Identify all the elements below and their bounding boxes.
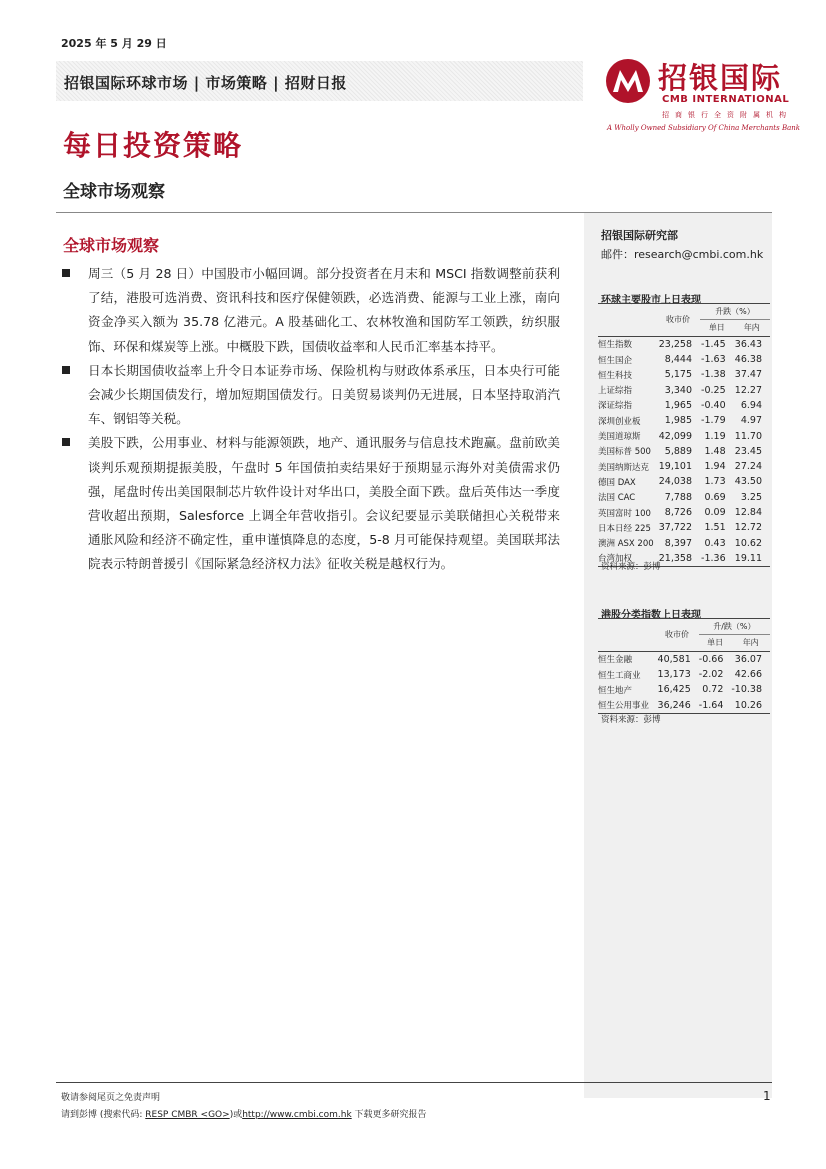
row-price: 7,788 — [664, 491, 692, 503]
row-day-change: -0.66 — [698, 653, 724, 665]
bullet-item: 周三（5 月 28 日）中国股市小幅回调。部分投资者在月末和 MSCI 指数调整前获利了结，港股可选消费、资讯科技和医疗保健领跌，必选消费、能源与工业上涨，南向资金净买入额为 35.78 亿港元。A 股基础化工、农林牧渔和国防军工领跌，纺织服饰、环保和煤炭等上涨。中概股下跌，国债收益率和人民币汇率基本持平。 — [60, 262, 560, 359]
logo-chinese-name: 招银国际 — [658, 61, 783, 95]
row-name: 美国道琼斯 — [598, 432, 641, 443]
row-name: 美国纳斯达克 — [598, 462, 650, 473]
report-title: 每日投资策略 — [63, 129, 244, 162]
row-name: 法国 CAC — [598, 493, 636, 504]
row-price: 37,722 — [658, 522, 692, 534]
row-ytd-change: 36.43 — [734, 338, 762, 350]
row-ytd-change: 11.70 — [734, 430, 762, 442]
row-price: 13,173 — [657, 669, 691, 681]
research-email[interactable]: 邮件：research@cmbi.com.hk — [601, 248, 764, 261]
col-header-ytd: 年内 — [742, 638, 759, 648]
row-day-change: -1.64 — [698, 699, 724, 711]
row-ytd-change: 23.45 — [734, 445, 762, 457]
row-ytd-change: 3.25 — [740, 491, 762, 503]
row-day-change: 1.19 — [704, 430, 726, 442]
bullet-item: 美股下跌，公用事业、材料与能源领跌，地产、通讯服务与信息技术跑赢。盘前欧美谈判乐观预期提振美股，午盘时 5 年国债拍卖结果好于预期显示海外对美债需求仍强，尾盘时传出美国限制芯片软件设计对华出口，美股全面下跌。盘后英伟达一季度营收超出预期，Salesforce 上调全年营收指引。会议纪要显示美联储担心关税带来通胀风险和经济不确定性，重申谨慎降息的态度，5-8 月可能保持观望。美国联邦法院表示特朗普援引《国际紧急经济权力法》征收关税是越权行为。 — [60, 431, 560, 576]
row-name: 深圳创业板 — [598, 416, 641, 427]
global-markets-table-title: 环球主要股市上日表现 — [601, 295, 701, 306]
table-row — [598, 444, 770, 459]
row-price: 3,340 — [664, 384, 692, 396]
row-ytd-change: 46.38 — [734, 354, 762, 366]
row-day-change: -2.02 — [698, 669, 724, 681]
row-ytd-change: 10.26 — [734, 699, 762, 711]
col-header-change: 升跌（%） — [700, 304, 770, 320]
row-price: 1,985 — [664, 415, 692, 427]
footer-disclaimer: 敬请参阅尾页之免责声明 — [61, 1093, 161, 1103]
col-header-ytd: 年内 — [743, 323, 760, 333]
row-day-change: 0.69 — [704, 491, 726, 503]
row-day-change: 1.73 — [704, 476, 726, 488]
logo-subtitle-en: A Wholly Owned Subsidiary Of China Merchants Bank — [607, 124, 801, 132]
row-day-change: 0.43 — [704, 537, 726, 549]
row-ytd-change: 37.47 — [734, 369, 762, 381]
table-row — [598, 428, 770, 443]
row-price: 5,889 — [664, 445, 692, 457]
hk-sector-table-title: 港股分类指数上日表现 — [601, 610, 701, 621]
row-day-change: 1.94 — [704, 461, 726, 473]
table-row — [598, 336, 770, 352]
row-name: 上证综指 — [598, 386, 633, 397]
row-ytd-change: 6.94 — [740, 399, 762, 411]
col-header-price: 收市价 — [666, 315, 690, 325]
global-markets-table-body — [598, 336, 770, 566]
row-name: 恒生国企 — [598, 355, 633, 366]
row-day-change: 1.48 — [704, 445, 726, 457]
row-day-change: -1.36 — [701, 552, 726, 564]
table-row — [598, 382, 770, 397]
row-price: 16,425 — [657, 684, 691, 696]
row-ytd-change: 43.50 — [734, 476, 762, 488]
table-row — [598, 520, 770, 535]
row-price: 19,101 — [658, 461, 692, 473]
row-day-change: -0.25 — [701, 384, 726, 396]
row-price: 8,444 — [664, 354, 692, 366]
table-row — [598, 398, 770, 413]
table-row — [598, 490, 770, 505]
table-row — [598, 367, 770, 382]
row-name: 恒生科技 — [598, 370, 633, 381]
row-day-change: -1.38 — [701, 369, 726, 381]
row-price: 23,258 — [658, 338, 692, 350]
row-ytd-change: 42.66 — [734, 669, 762, 681]
row-day-change: -1.79 — [701, 415, 726, 427]
table-row — [598, 651, 770, 667]
row-day-change: 0.72 — [702, 684, 724, 696]
row-name: 日本日经 225 — [598, 523, 651, 534]
row-price: 42,099 — [658, 430, 692, 442]
bullet-list — [60, 262, 560, 577]
row-name: 英国富时 100 — [598, 508, 651, 519]
row-price: 8,397 — [664, 537, 692, 549]
row-name: 恒生地产 — [598, 685, 633, 696]
table-source: 资料来源：彭博 — [601, 715, 661, 725]
row-name: 深证综指 — [598, 401, 633, 412]
row-price: 8,726 — [664, 507, 692, 518]
row-name: 恒生工商业 — [598, 670, 641, 681]
logo-subtitle-cn: 招商银行全资附属机构 — [662, 111, 792, 119]
cmbi-logo-icon — [605, 58, 651, 104]
row-price: 21,358 — [658, 552, 692, 564]
col-header-day: 单日 — [708, 323, 725, 333]
row-name: 美国标普 500 — [598, 447, 651, 458]
research-dept-heading: 招银国际研究部 — [601, 229, 678, 242]
footer-prefix: 请到彭博 (搜索代码: — [61, 1110, 146, 1120]
row-ytd-change: 36.07 — [734, 653, 762, 665]
row-name: 恒生指数 — [598, 340, 633, 351]
row-ytd-change: 4.97 — [740, 415, 762, 427]
row-ytd-change: 27.24 — [734, 461, 762, 473]
table-row — [598, 352, 770, 367]
report-date: 2025 年 5 月 29 日 — [61, 37, 167, 50]
table-row — [598, 474, 770, 489]
footer-suffix: 下载更多研究报告 — [351, 1110, 427, 1120]
table-row — [598, 459, 770, 474]
bullet-item: 日本长期国债收益率上升令日本证券市场、保险机构与财政体系承压，日本央行可能会减少长期国债发行，增加短期国债发行。日美贸易谈判仍无进展，日本坚持取消汽车、钢铝等关税。 — [60, 359, 560, 432]
global-markets-table — [598, 304, 770, 567]
row-day-change: -1.63 — [701, 354, 726, 366]
row-ytd-change: 10.62 — [734, 537, 762, 549]
bloomberg-code-link[interactable]: RESP CMBR <GO> — [145, 1110, 230, 1120]
logo-english-name: CMB INTERNATIONAL — [662, 94, 790, 105]
col-header-day: 单日 — [707, 638, 724, 648]
row-name: 恒生金融 — [598, 655, 633, 666]
row-ytd-change: 12.84 — [734, 507, 762, 518]
section-heading: 全球市场观察 — [63, 236, 160, 255]
col-header-price: 收市价 — [664, 630, 689, 640]
table-row — [598, 535, 770, 550]
row-name: 台湾加权 — [598, 554, 633, 565]
footer-mid: )或 — [229, 1110, 243, 1120]
table-row — [598, 667, 770, 682]
row-price: 36,246 — [657, 699, 691, 711]
row-name: 恒生公用事业 — [598, 701, 650, 712]
row-day-change: -1.45 — [701, 338, 726, 350]
row-ytd-change: 12.72 — [734, 522, 762, 534]
hk-sector-table — [598, 619, 770, 714]
table-row — [598, 413, 770, 428]
footer-download-note — [61, 1107, 427, 1120]
row-day-change: -0.40 — [701, 399, 726, 411]
row-day-change: 0.09 — [704, 507, 726, 518]
row-ytd-change: 19.11 — [734, 552, 762, 564]
row-price: 24,038 — [658, 476, 692, 488]
banner-text: 招银国际环球市场 | 市场策略 | 招财日报 — [64, 74, 347, 92]
row-name: 澳洲 ASX 200 — [598, 539, 654, 550]
page-number: 1 — [763, 1089, 771, 1103]
hk-sector-table-body — [598, 651, 770, 713]
row-ytd-change: -10.38 — [731, 684, 762, 696]
row-day-change: 1.51 — [704, 522, 726, 534]
row-name: 德国 DAX — [598, 477, 636, 488]
row-price: 40,581 — [657, 653, 691, 665]
col-header-change: 升/跌（%） — [699, 619, 770, 635]
row-price: 5,175 — [664, 369, 692, 381]
footer-divider — [56, 1082, 772, 1083]
row-ytd-change: 12.27 — [734, 384, 762, 396]
report-subtitle: 全球市场观察 — [63, 182, 165, 202]
table-row — [598, 682, 770, 697]
table-row — [598, 505, 770, 520]
website-link[interactable]: http://www.cmbi.com.hk — [242, 1110, 352, 1120]
table-source: 资料来源：彭博 — [601, 562, 661, 572]
table-row — [598, 697, 770, 713]
row-price: 1,965 — [664, 399, 692, 411]
